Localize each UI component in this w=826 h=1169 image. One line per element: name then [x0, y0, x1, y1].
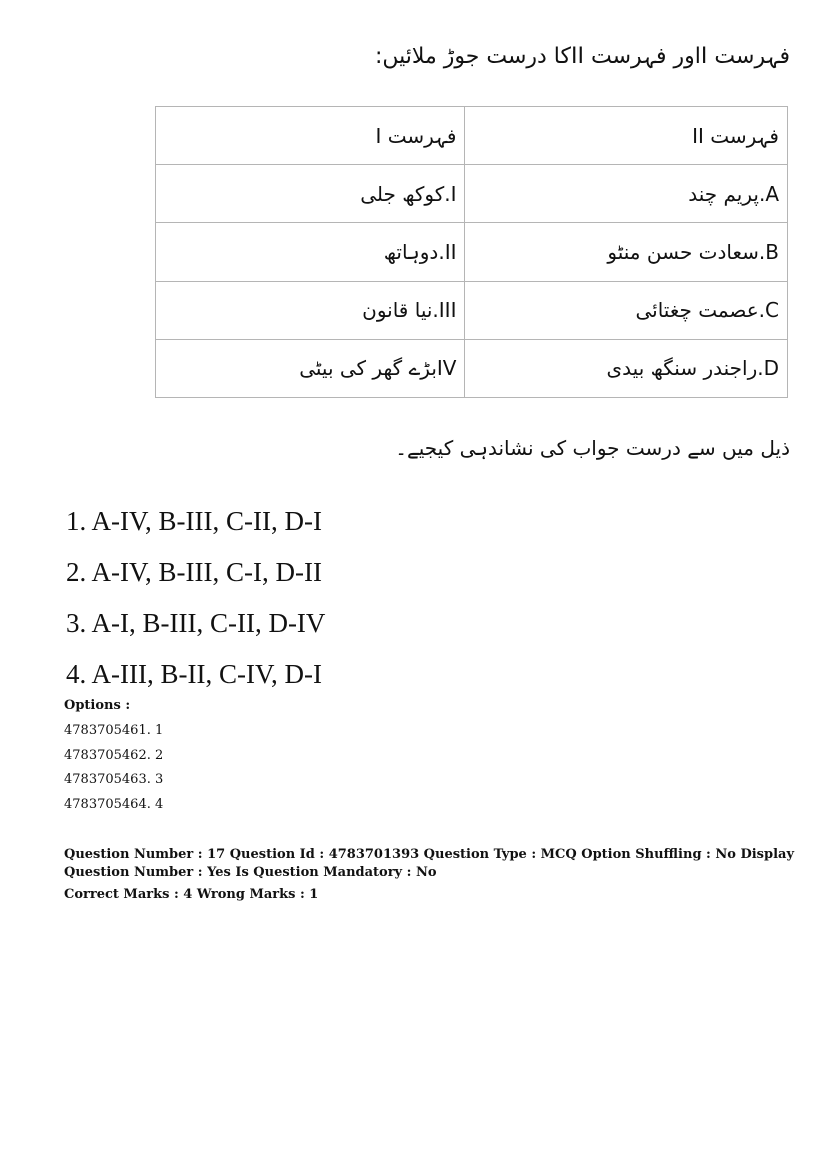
option-id-item: 4783705464. 4: [64, 796, 164, 812]
list1-cell: IVبڑے گھر کی بیٹی: [156, 339, 465, 397]
table-row: [156, 165, 788, 223]
list1-cell: I.کوکھ جلی: [156, 165, 465, 223]
question-meta-line: Question Number : Yes Is Question Mandatory : No: [64, 865, 437, 880]
option-id-item: 4783705461. 1: [64, 723, 164, 738]
option-id-item: 4783705462. 2: [64, 747, 164, 763]
answer-choice: 2. A-IV, B-III, C-I, D-II: [66, 557, 322, 587]
list2-cell: B.سعادت حسن منٹو: [465, 223, 788, 281]
list2-header: فہرست II: [465, 107, 788, 165]
list1-cell: II.دوہاتھ: [156, 223, 465, 281]
list1-cell: III.نیا قانون: [156, 281, 465, 339]
options-heading: Options :: [64, 698, 131, 713]
question-meta-line: Question Number : 17 Question Id : 4783701393 Question Type : MCQ Option Shuffling : No Display: [64, 847, 794, 862]
list2-cell: A.پریم چند: [465, 165, 788, 223]
question-sub-instruction: ذیل میں سے درست جواب کی نشاندہی کیجیے۔: [395, 436, 790, 460]
option-id-list: [64, 722, 163, 820]
table-row: [156, 281, 788, 339]
answer-choice: 3. A-I, B-III, C-II, D-IV: [66, 608, 326, 638]
table-header-row: [156, 107, 788, 165]
option-id-item: 4783705463. 3: [64, 772, 164, 787]
match-table: [155, 106, 788, 398]
table-row: [156, 339, 788, 397]
list1-header: فہرست I: [156, 107, 465, 165]
answer-choice: 4. A-III, B-II, C-IV, D-I: [66, 659, 322, 689]
question-instruction: فہرست Iاور فہرست IIکا درست جوڑ ملائیں:: [374, 44, 790, 69]
table-row: [156, 223, 788, 281]
answer-choices: [66, 500, 325, 704]
list2-cell: C.عصمت چغتائی: [465, 281, 788, 339]
answer-choice: 1. A-IV, B-III, C-II, D-I: [66, 506, 322, 536]
marks-line: Correct Marks : 4 Wrong Marks : 1: [64, 887, 319, 902]
list2-cell: D.راجندر سنگھ بیدی: [465, 339, 788, 397]
